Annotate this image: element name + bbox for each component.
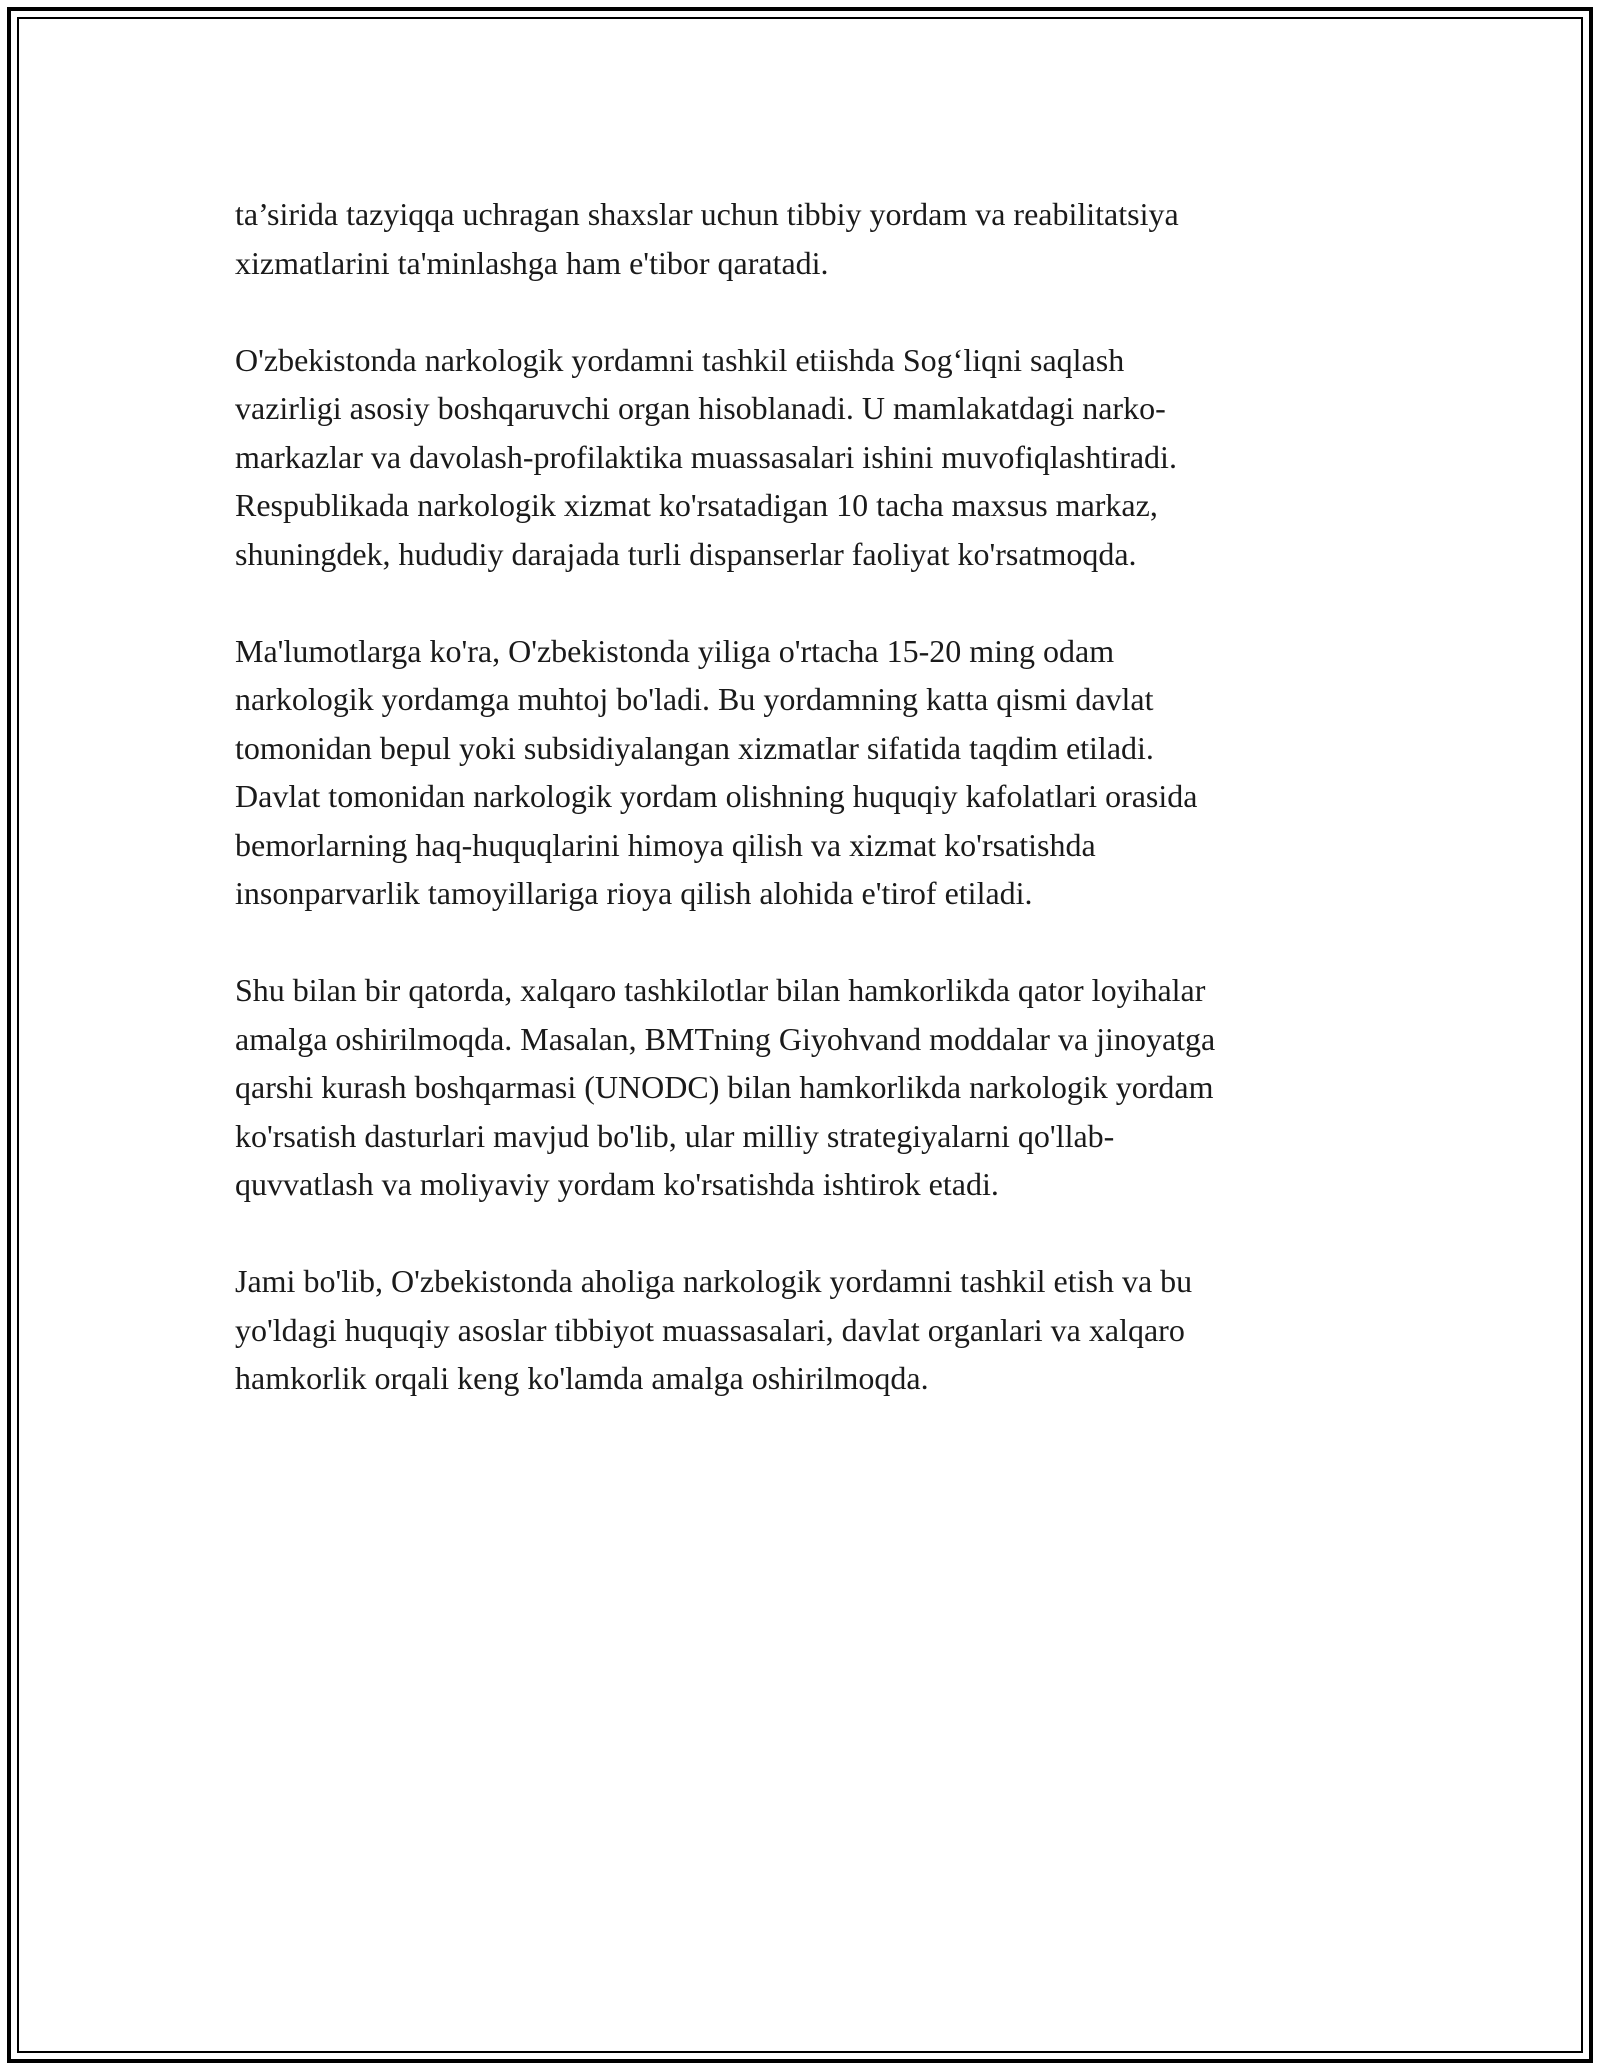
paragraph	[235, 336, 1395, 579]
text-line: Respublikada narkologik xizmat ko'rsatadigan 10 tacha maxsus markaz,	[235, 487, 1158, 523]
text-line: yo'ldagi huquqiy asoslar tibbiyot muassasalari, davlat organlari va xalqaro	[235, 1311, 1185, 1348]
document-body	[235, 190, 1395, 1451]
text-line: O'zbekistonda narkologik yordamni tashkil etiishda Sog‘liqni saqlash	[235, 341, 1125, 378]
paragraph	[235, 1257, 1395, 1403]
text-line: bemorlarning haq-huquqlarini himoya qilish va xizmat ko'rsatishda	[235, 826, 1096, 863]
text-line: xizmatlarini ta'minlashga ham e'tibor qaratadi.	[235, 244, 829, 281]
text-line: quvvatlash va moliyaviy yordam ko'rsatishda ishtirok etadi.	[235, 1166, 999, 1202]
text-line: tomonidan bepul yoki subsidiyalangan xizmatlar sifatida taqdim etiladi.	[235, 729, 1154, 766]
text-line: narkologik yordamga muhtoj bo'ladi. Bu yordamning katta qismi davlat	[235, 681, 1154, 717]
paragraph	[235, 966, 1395, 1209]
text-line: ta’sirida tazyiqqa uchragan shaxslar uchun tibbiy yordam va reabilitatsiya	[235, 196, 1179, 232]
text-line: shuningdek, hududiy darajada turli dispanserlar faoliyat ko'rsatmoqda.	[235, 535, 1137, 572]
text-line: ko'rsatish dasturlari mavjud bo'lib, ular milliy strategiyalarni qo'llab-	[235, 1117, 1115, 1154]
text-line: markazlar va davolash-profilaktika muassasalari ishini muvofiqlashtiradi.	[235, 438, 1177, 475]
text-line: vazirligi asosiy boshqaruvchi organ hisoblanadi. U mamlakatdagi narko-	[235, 390, 1166, 426]
text-line: amalga oshirilmoqda. Masalan, BMTning Giyohvand moddalar va jinoyatga	[235, 1020, 1216, 1057]
text-line: Davlat tomonidan narkologik yordam olishning huquqiy kafolatlari orasida	[235, 778, 1198, 814]
text-line: Ma'lumotlarga ko'ra, O'zbekistonda yiliga o'rtacha 15-20 ming odam	[235, 632, 1115, 669]
text-line: Shu bilan bir qatorda, xalqaro tashkilotlar bilan hamkorlikda qator loyihalar	[235, 972, 1206, 1008]
text-line: Jami bo'lib, O'zbekistonda aholiga narkologik yordamni tashkil etish va bu	[235, 1263, 1193, 1299]
paragraph	[235, 190, 1395, 287]
text-line: qarshi kurash boshqarmasi (UNODC) bilan hamkorlikda narkologik yordam	[235, 1069, 1214, 1105]
text-line: insonparvarlik tamoyillariga rioya qilish alohida e'tirof etiladi.	[235, 875, 1033, 911]
text-line: hamkorlik orqali keng ko'lamda amalga oshirilmoqda.	[235, 1360, 929, 1396]
paragraph	[235, 627, 1395, 918]
